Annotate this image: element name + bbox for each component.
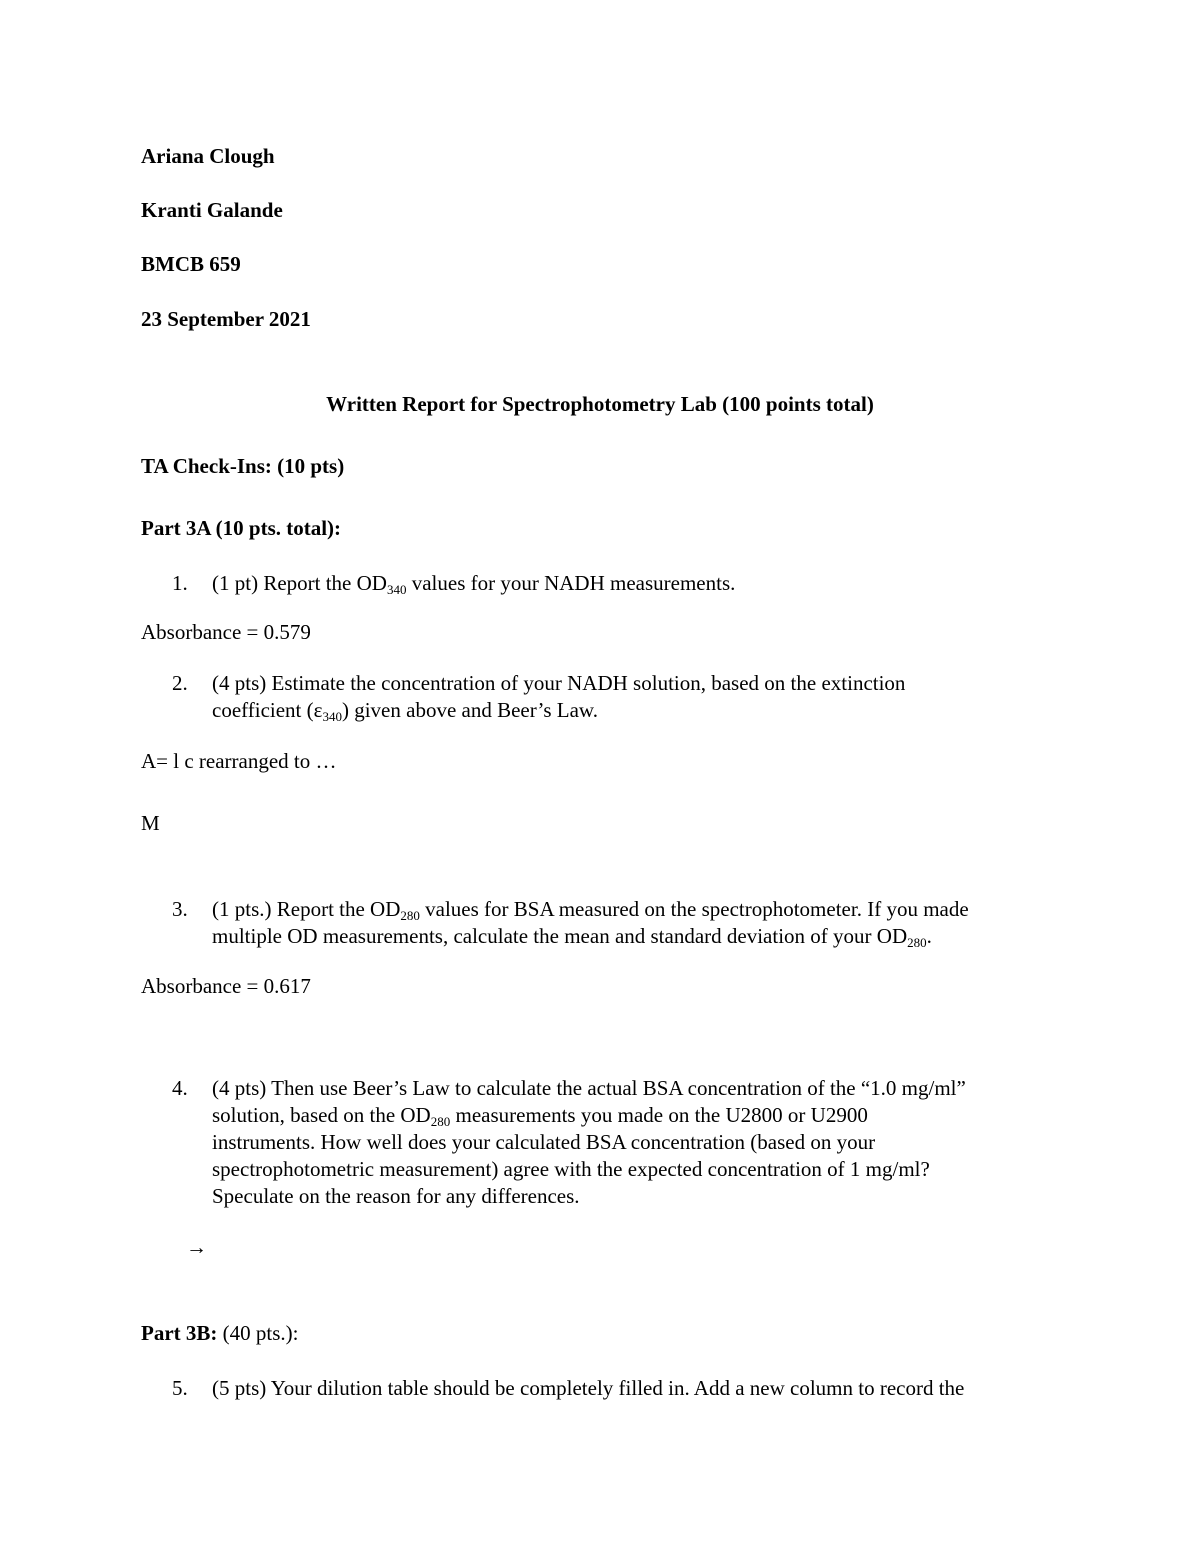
ta-checkins-heading: TA Check-Ins: (10 pts) (141, 454, 345, 478)
question-4-line-1: (4 pts) Then use Beer’s Law to calculate the actual BSA concentration of the “1.0 mg/ml” (212, 1076, 966, 1100)
answer-1: Absorbance = 0.579 (141, 620, 311, 644)
answer-3: Absorbance = 0.617 (141, 974, 311, 998)
question-3-number: 3. (172, 897, 188, 921)
question-5-line-1: (5 pts) Your dilution table should be completely filled in. Add a new column to record the (212, 1376, 965, 1400)
part-3a-heading: Part 3A (10 pts. total): (141, 516, 342, 540)
answer-4-arrow: → (186, 1235, 207, 1259)
part-3b-heading: Part 3B: (40 pts.): (141, 1321, 299, 1345)
answer-2-unit: M (141, 811, 160, 835)
question-4-line-4: spectrophotometric measurement) agree with the expected concentration of 1 mg/ml? (212, 1157, 930, 1181)
question-4-line-2: solution, based on the $OD_{280}$ measurements you made on the U2800 or U2900 (212, 1103, 868, 1129)
question-4-line-5: Speculate on the reason for any differences. (212, 1184, 580, 1208)
question-1-text: (1 pt) Report the $OD_{340}$ values for your NADH measurements. (212, 571, 736, 597)
report-date: 23 September 2021 (141, 307, 311, 331)
question-3-line-1: (1 pts.) Report the $OD_{280}$ values for BSA measured on the spectrophotometer. If you made (212, 897, 969, 923)
author-name-1: Ariana Clough (141, 144, 275, 168)
report-title: Written Report for Spectrophotometry Lab (100 points total) (326, 392, 874, 416)
question-1-number: 1. (172, 571, 188, 595)
question-4-line-3: instruments. How well does your calculated BSA concentration (based on your (212, 1130, 876, 1154)
question-2-line-1: (4 pts) Estimate the concentration of your NADH solution, based on the extinction (212, 671, 906, 695)
question-5-number: 5. (172, 1376, 188, 1400)
question-2-number: 2. (172, 671, 188, 695)
answer-2-formula: A= l c rearranged to … (141, 749, 337, 773)
question-2-line-2: coefficient $(\varepsilon_{340})$ given above and Beer’s Law. (212, 698, 598, 724)
question-3-line-2: multiple OD measurements, calculate the mean and standard deviation of your $OD_{280}$. (212, 924, 932, 950)
question-4-number: 4. (172, 1076, 188, 1100)
author-name-2: Kranti Galande (141, 198, 283, 222)
course-code: BMCB 659 (141, 252, 241, 276)
